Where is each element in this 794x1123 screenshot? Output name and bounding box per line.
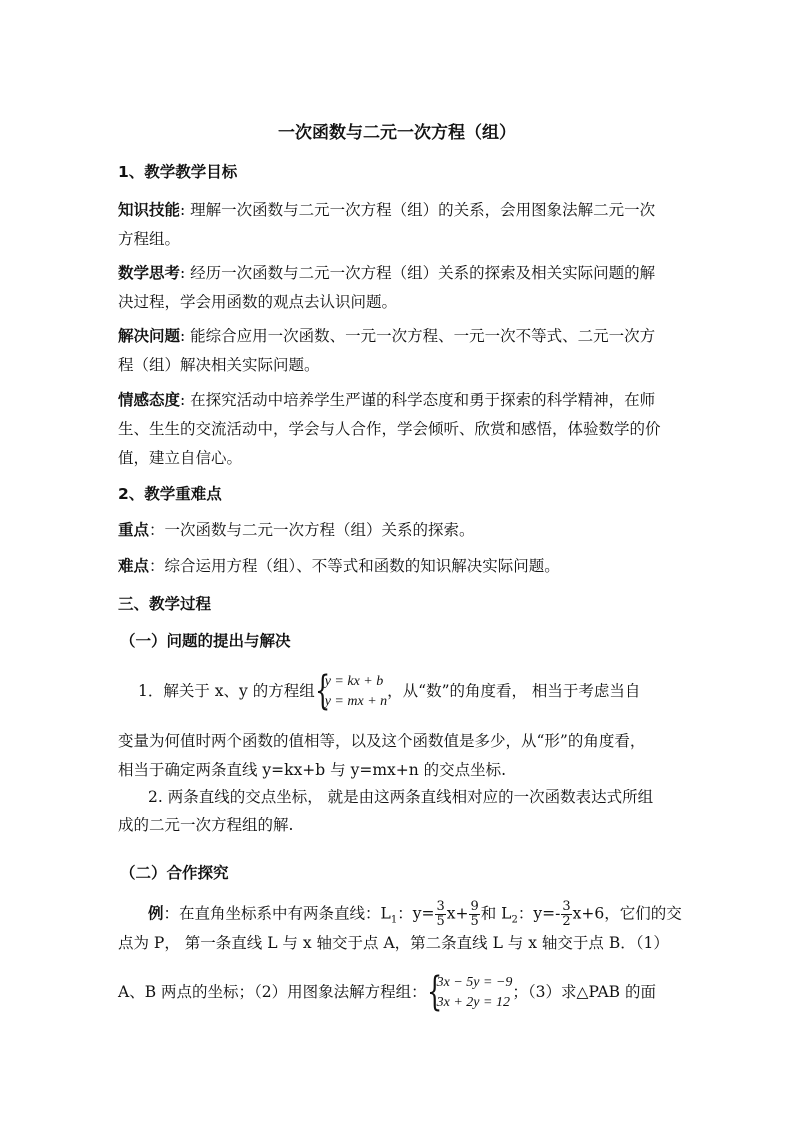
problem1-line3: 相当于确定两条直线 y=kx+b 与 y=mx+n 的交点坐标. <box>118 761 507 779</box>
problem1-line1 <box>138 668 641 714</box>
problem2-line1: 2. 两条直线的交点坐标， 就是由这两条直线相对应的一次函数表达式所组 <box>148 788 654 806</box>
example-line1 <box>148 900 682 931</box>
emotion-text1: : 在探究活动中培养学生严谨的科学态度和勇于探索的科学精神，在师 <box>180 391 656 409</box>
emotion-line2: 生、生生的交流活动中，学会与人合作，学会倾听、欣赏和感悟，体验数学的价 <box>118 420 661 438</box>
example-line2: 点为 P， 第一条直线 L 与 x 轴交于点 A，第二条直线 L 与 x 轴交于点 B．（1） <box>118 934 669 952</box>
brace-icon: { <box>426 969 442 1015</box>
fraction-numerator: 9 <box>470 899 479 914</box>
fraction-denominator: 5 <box>436 914 445 929</box>
math-text1: : 经历一次函数与二元一次方程（组）关系的探索及相关实际问题的解 <box>180 264 656 282</box>
equation-2b: 3x + 2y = 12 <box>436 995 510 1010</box>
section2-heading: 2、教学重难点 <box>118 485 222 503</box>
fraction-3-2 <box>561 900 571 929</box>
subscript-2: 2 <box>511 914 518 926</box>
section1-heading: 1、教学教学目标 <box>118 163 238 181</box>
example-line3-suffix: ；（3）求△PAB 的面 <box>512 983 656 1001</box>
math-line2: 决过程，学会用函数的观点去认识问题。 <box>118 293 398 311</box>
example-text-b: ：y= <box>397 904 435 923</box>
example-text-c: x+ <box>446 904 469 923</box>
emotion-label: 情感态度 <box>118 391 181 409</box>
problem1-line2: 变量为何值时两个函数的值相等，以及这个函数值是多少，从“形”的角度看， <box>118 732 646 750</box>
difficulty-text: ：综合运用方程（组）、不等式和函数的知识解决实际问题。 <box>149 557 560 575</box>
example-text-d: 和 L <box>480 904 512 923</box>
fraction-9-5 <box>469 900 479 929</box>
fraction-denominator: 2 <box>562 914 571 929</box>
example-text-f: x+6，它们的交 <box>572 904 682 923</box>
emotion-line3: 值，建立自信心。 <box>118 449 243 467</box>
example-text-a: ：在直角坐标系中有两条直线：L <box>163 904 391 923</box>
problem1-suffix: ，从“数”的角度看， 相当于考虑当自 <box>387 682 641 700</box>
equation-system-1 <box>314 668 388 714</box>
problem1-prefix: 1．解关于 x、y 的方程组 <box>138 682 315 700</box>
solve-label: 解决问题 <box>118 327 181 345</box>
fraction-numerator: 3 <box>436 899 445 914</box>
emotion-line1 <box>118 390 655 410</box>
knowledge-line2: 方程组。 <box>118 230 181 248</box>
subscript-1: 1 <box>390 914 398 926</box>
problem2-line2: 成的二元一次方程组的解. <box>118 816 294 834</box>
math-label: 数学思考 <box>118 264 181 282</box>
key-point-text: ：一次函数与二元一次方程（组）关系的探索。 <box>149 521 475 539</box>
equation-system-2 <box>426 969 513 1015</box>
fraction-3-5 <box>435 900 445 929</box>
math-line1 <box>118 263 655 283</box>
equation-1a: y = kx + b <box>324 674 384 689</box>
solve-line1 <box>118 326 655 346</box>
section3-heading: 三、教学过程 <box>118 595 212 613</box>
difficulty-line <box>118 556 560 576</box>
page-title: 一次函数与二元一次方程（组） <box>278 123 516 143</box>
subsection2-heading: （二）合作探究 <box>120 864 229 882</box>
example-text-e: ：y=- <box>517 904 561 923</box>
equation-1b: y = mx + n <box>324 694 388 709</box>
example-line3-prefix: A、B 两点的坐标；（2）用图象法解方程组： <box>118 983 427 1001</box>
brace-icon: { <box>314 668 330 714</box>
key-point-line <box>118 520 475 540</box>
solve-text1: : 能综合应用一次函数、一元一次方程、一元一次不等式、二元一次方 <box>180 327 656 345</box>
subsection1-heading: （一）问题的提出与解决 <box>120 632 291 650</box>
knowledge-line1 <box>118 200 655 220</box>
knowledge-text1: : 理解一次函数与二元一次方程（组）的关系，会用图象法解二元一次 <box>180 201 656 219</box>
difficulty-label: 难点 <box>118 557 150 575</box>
fraction-denominator: 5 <box>470 914 479 929</box>
knowledge-label: 知识技能 <box>118 201 181 219</box>
example-label: 例 <box>148 904 164 923</box>
equation-2a: 3x − 5y = −9 <box>436 975 513 990</box>
solve-line2: 程（组）解决相关实际问题。 <box>118 356 320 374</box>
key-point-label: 重点 <box>118 521 150 539</box>
example-line3 <box>118 969 656 1015</box>
fraction-numerator: 3 <box>562 899 571 914</box>
